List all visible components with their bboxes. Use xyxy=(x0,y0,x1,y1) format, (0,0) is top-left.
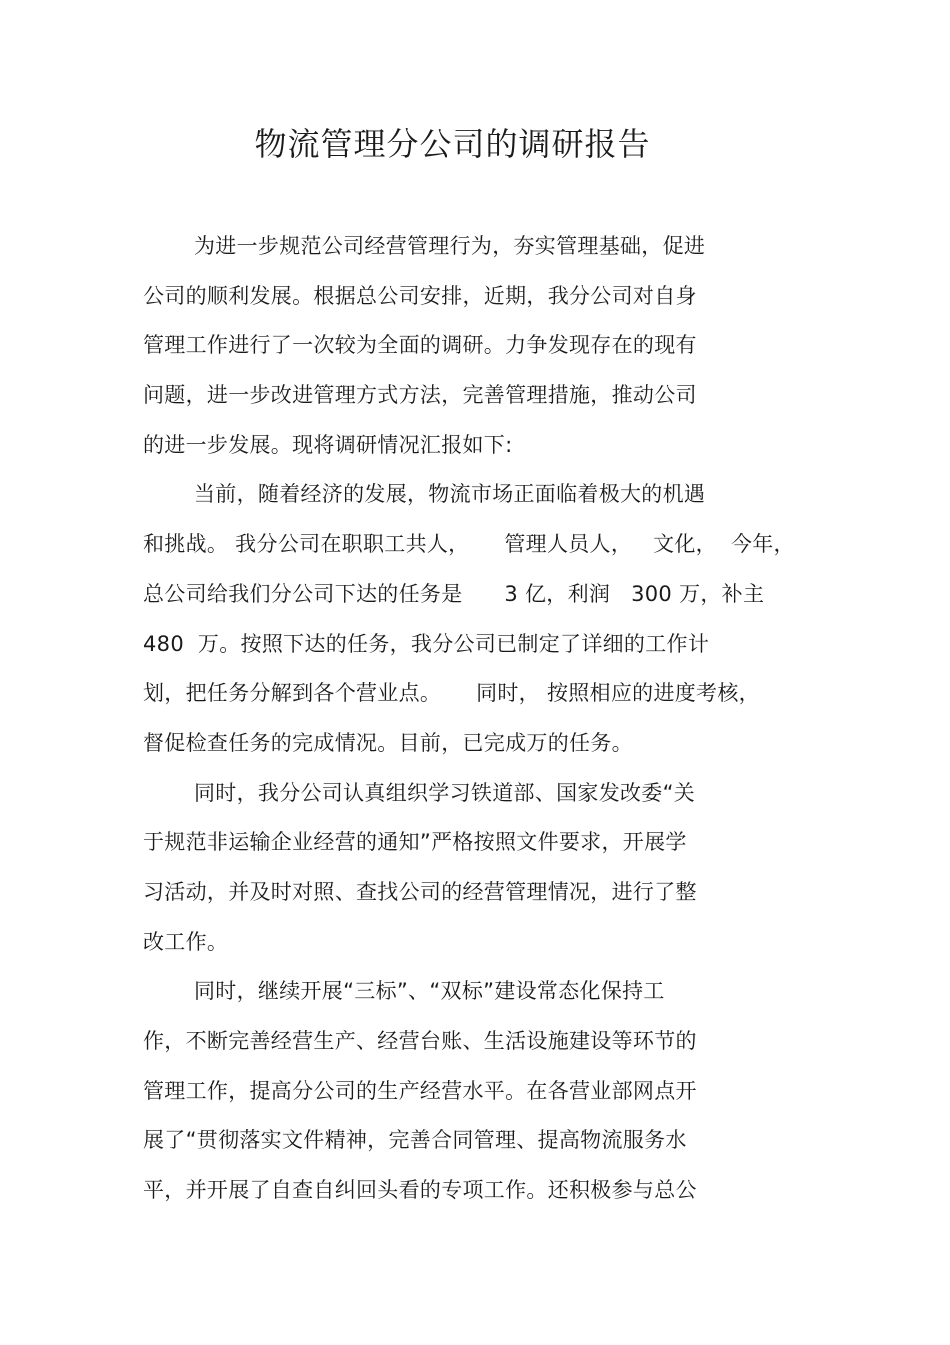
body-line: 480 万。按照下达的任务，我分公司已制定了详细的工作计 xyxy=(143,631,710,656)
body-line: 总公司给我们分公司下达的任务是 3 亿，利润 300 万，补主 xyxy=(143,581,765,606)
body-line: 督促检查任务的完成情况。目前，已完成万的任务。 xyxy=(143,730,633,755)
body-line: 习活动，并及时对照、查找公司的经营管理情况，进行了整 xyxy=(143,879,697,904)
document-title: 物流管理分公司的调研报告 xyxy=(254,125,651,163)
body-line: 问题，进一步改进管理方式方法，完善管理措施，推动公司 xyxy=(143,383,697,408)
body-line: 同时，继续开展“三标”、“双标”建设常态化保持工 xyxy=(194,979,665,1004)
body-line: 为进一步规范公司经营管理行为，夯实管理基础，促进 xyxy=(194,234,706,258)
body-line: 管理工作进行了一次较为全面的调研。力争发现存在的现有 xyxy=(143,333,697,358)
body-line: 展了“贯彻落实文件精神，完善合同管理、提高物流服务水 xyxy=(143,1128,687,1153)
body-line: 于规范非运输企业经营的通知”严格按照文件要求，开展学 xyxy=(143,830,687,855)
body-line: 管理工作，提高分公司的生产经营水平。在各营业部网点开 xyxy=(143,1078,697,1103)
body-line: 平，并开展了自查自纠回头看的专项工作。还积极参与总公 xyxy=(143,1178,697,1203)
body-line: 改工作。 xyxy=(143,929,229,954)
body-line: 和挑战。 我分公司在职职工共人， 管理人员人， 文化， 今年， xyxy=(143,532,795,557)
body-line: 作，不断完善经营生产、经营台账、生活设施建设等环节的 xyxy=(143,1029,697,1053)
body-line: 同时，我分公司认真组织学习铁道部、国家发改委“关 xyxy=(194,780,696,805)
body-line: 的进一步发展。现将调研情况汇报如下: xyxy=(143,432,513,457)
body-line: 划，把任务分解到各个营业点。 同时， 按照相应的进度考核， xyxy=(143,681,760,706)
body-line: 当前，随着经济的发展，物流市场正面临着极大的机遇 xyxy=(194,482,706,507)
body-line: 公司的顺利发展。根据总公司安排，近期，我分公司对自身 xyxy=(143,283,697,308)
document-body xyxy=(143,222,823,1216)
